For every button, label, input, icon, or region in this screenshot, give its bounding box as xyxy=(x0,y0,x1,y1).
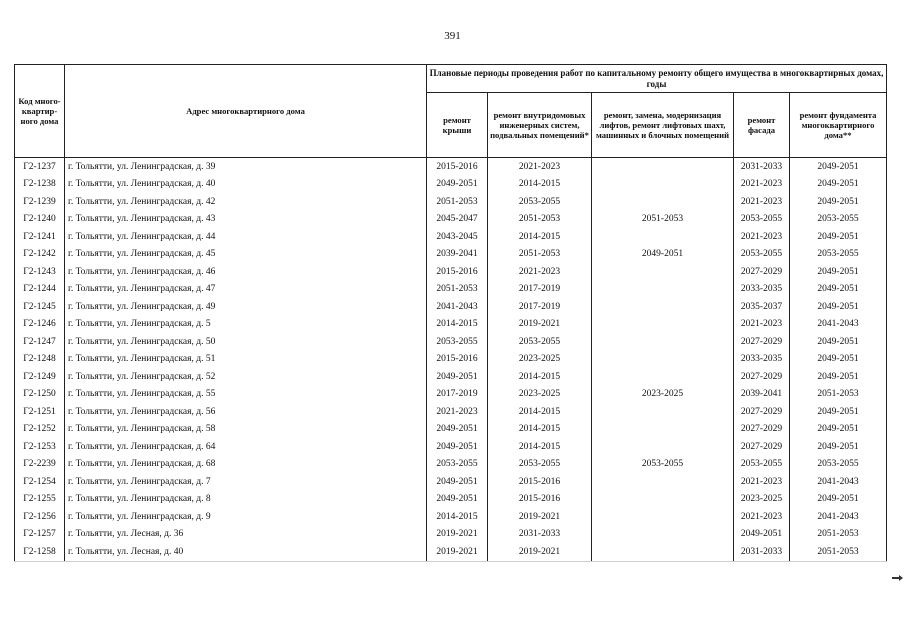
foundation-period-cell: 2051-2053 xyxy=(790,543,887,561)
elevator-period-cell xyxy=(592,263,734,281)
table-row xyxy=(15,491,887,509)
facade-period-cell: 2027-2029 xyxy=(734,421,790,439)
elevator-period-cell xyxy=(592,228,734,246)
facade-period-cell: 2027-2029 xyxy=(734,368,790,386)
code-cell: Г2-1244 xyxy=(15,281,65,299)
systems-period-cell: 2031-2033 xyxy=(488,526,592,544)
facade-period-cell: 2053-2055 xyxy=(734,456,790,474)
code-cell: Г2-1245 xyxy=(15,298,65,316)
roof-period-cell: 2019-2021 xyxy=(427,526,488,544)
facade-period-cell: 2023-2025 xyxy=(734,491,790,509)
address-cell: г. Тольятти, ул. Ленинградская, д. 47 xyxy=(65,281,427,299)
table-row xyxy=(15,526,887,544)
elevator-period-cell xyxy=(592,298,734,316)
address-cell: г. Тольятти, ул. Ленинградская, д. 49 xyxy=(65,298,427,316)
elevator-period-cell xyxy=(592,543,734,561)
code-cell: Г2-1253 xyxy=(15,438,65,456)
foundation-period-cell: 2053-2055 xyxy=(790,456,887,474)
address-cell: г. Тольятти, ул. Ленинградская, д. 45 xyxy=(65,246,427,264)
foundation-period-cell: 2049-2051 xyxy=(790,176,887,194)
roof-column-header: ремонт крыши xyxy=(427,93,488,158)
table-row xyxy=(15,316,887,334)
table-row xyxy=(15,368,887,386)
foundation-period-cell: 2049-2051 xyxy=(790,351,887,369)
elevator-period-cell xyxy=(592,403,734,421)
table-row xyxy=(15,421,887,439)
code-cell: Г2-1246 xyxy=(15,316,65,334)
foundation-period-cell: 2049-2051 xyxy=(790,421,887,439)
facade-period-cell: 2027-2029 xyxy=(734,333,790,351)
code-cell: Г2-2239 xyxy=(15,456,65,474)
table-row xyxy=(15,228,887,246)
code-cell: Г2-1241 xyxy=(15,228,65,246)
systems-period-cell: 2014-2015 xyxy=(488,403,592,421)
address-cell: г. Тольятти, ул. Ленинградская, д. 43 xyxy=(65,211,427,229)
table-row xyxy=(15,176,887,194)
roof-period-cell: 2015-2016 xyxy=(427,263,488,281)
systems-period-cell: 2051-2053 xyxy=(488,246,592,264)
code-cell: Г2-1258 xyxy=(15,543,65,561)
roof-period-cell: 2019-2021 xyxy=(427,543,488,561)
elevator-period-cell xyxy=(592,421,734,439)
address-cell: г. Тольятти, ул. Ленинградская, д. 64 xyxy=(65,438,427,456)
foundation-period-cell: 2049-2051 xyxy=(790,438,887,456)
elevator-period-cell: 2049-2051 xyxy=(592,246,734,264)
table-header xyxy=(15,65,887,158)
foundation-period-cell: 2051-2053 xyxy=(790,386,887,404)
elevator-period-cell: 2053-2055 xyxy=(592,456,734,474)
systems-period-cell: 2051-2053 xyxy=(488,211,592,229)
systems-period-cell: 2023-2025 xyxy=(488,351,592,369)
systems-period-cell: 2017-2019 xyxy=(488,281,592,299)
table-row xyxy=(15,263,887,281)
facade-period-cell: 2021-2023 xyxy=(734,176,790,194)
systems-period-cell: 2019-2021 xyxy=(488,316,592,334)
systems-column-header: ремонт внутридомовых инженерных систем, подвальных помещений* xyxy=(488,93,592,158)
table-row xyxy=(15,351,887,369)
foundation-period-cell: 2041-2043 xyxy=(790,473,887,491)
roof-period-cell: 2045-2047 xyxy=(427,211,488,229)
roof-period-cell: 2051-2053 xyxy=(427,281,488,299)
foundation-period-cell: 2049-2051 xyxy=(790,158,887,176)
roof-period-cell: 2051-2053 xyxy=(427,193,488,211)
table-row xyxy=(15,298,887,316)
address-cell: г. Тольятти, ул. Ленинградская, д. 7 xyxy=(65,473,427,491)
foundation-period-cell: 2049-2051 xyxy=(790,298,887,316)
table-row xyxy=(15,473,887,491)
address-cell: г. Тольятти, ул. Ленинградская, д. 51 xyxy=(65,351,427,369)
elevator-period-cell xyxy=(592,158,734,176)
table-row xyxy=(15,158,887,176)
margin-arrow-mark xyxy=(892,577,901,579)
code-cell: Г2-1249 xyxy=(15,368,65,386)
capital-repair-schedule-table xyxy=(14,64,887,562)
facade-period-cell: 2031-2033 xyxy=(734,543,790,561)
planned-periods-group-header: Плановые периоды проведения работ по капитальному ремонту общего имущества в многоквартирных домах, годы xyxy=(427,65,887,93)
address-cell: г. Тольятти, ул. Ленинградская, д. 50 xyxy=(65,333,427,351)
address-cell: г. Тольятти, ул. Ленинградская, д. 40 xyxy=(65,176,427,194)
address-cell: г. Тольятти, ул. Ленинградская, д. 42 xyxy=(65,193,427,211)
facade-period-cell: 2035-2037 xyxy=(734,298,790,316)
roof-period-cell: 2021-2023 xyxy=(427,403,488,421)
foundation-period-cell: 2049-2051 xyxy=(790,228,887,246)
code-cell: Г2-1243 xyxy=(15,263,65,281)
table-row xyxy=(15,543,887,561)
foundation-column-header: ремонт фундамента многоквартирного дома** xyxy=(790,93,887,158)
address-cell: г. Тольятти, ул. Ленинградская, д. 9 xyxy=(65,508,427,526)
facade-period-cell: 2027-2029 xyxy=(734,263,790,281)
roof-period-cell: 2014-2015 xyxy=(427,508,488,526)
elevator-period-cell xyxy=(592,438,734,456)
systems-period-cell: 2014-2015 xyxy=(488,368,592,386)
roof-period-cell: 2014-2015 xyxy=(427,316,488,334)
address-cell: г. Тольятти, ул. Ленинградская, д. 52 xyxy=(65,368,427,386)
systems-period-cell: 2053-2055 xyxy=(488,193,592,211)
foundation-period-cell: 2041-2043 xyxy=(790,508,887,526)
facade-period-cell: 2027-2029 xyxy=(734,403,790,421)
address-column-header: Адрес многоквартирного дома xyxy=(65,65,427,158)
roof-period-cell: 2041-2043 xyxy=(427,298,488,316)
code-cell: Г2-1240 xyxy=(15,211,65,229)
foundation-period-cell: 2049-2051 xyxy=(790,193,887,211)
address-cell: г. Тольятти, ул. Ленинградская, д. 44 xyxy=(65,228,427,246)
systems-period-cell: 2019-2021 xyxy=(488,508,592,526)
systems-period-cell: 2053-2055 xyxy=(488,333,592,351)
elevator-period-cell: 2023-2025 xyxy=(592,386,734,404)
systems-period-cell: 2014-2015 xyxy=(488,176,592,194)
elevator-period-cell xyxy=(592,193,734,211)
elevator-period-cell xyxy=(592,368,734,386)
code-cell: Г2-1248 xyxy=(15,351,65,369)
address-cell: г. Тольятти, ул. Ленинградская, д. 8 xyxy=(65,491,427,509)
table-row xyxy=(15,508,887,526)
roof-period-cell: 2043-2045 xyxy=(427,228,488,246)
elevator-period-cell xyxy=(592,281,734,299)
address-cell: г. Тольятти, ул. Ленинградская, д. 56 xyxy=(65,403,427,421)
facade-period-cell: 2053-2055 xyxy=(734,211,790,229)
table-row xyxy=(15,438,887,456)
foundation-period-cell: 2053-2055 xyxy=(790,246,887,264)
elevator-period-cell xyxy=(592,333,734,351)
foundation-period-cell: 2049-2051 xyxy=(790,368,887,386)
systems-period-cell: 2019-2021 xyxy=(488,543,592,561)
foundation-period-cell: 2053-2055 xyxy=(790,211,887,229)
roof-period-cell: 2015-2016 xyxy=(427,158,488,176)
code-cell: Г2-1247 xyxy=(15,333,65,351)
table-row xyxy=(15,193,887,211)
systems-period-cell: 2014-2015 xyxy=(488,421,592,439)
systems-period-cell: 2014-2015 xyxy=(488,438,592,456)
foundation-period-cell: 2049-2051 xyxy=(790,403,887,421)
facade-period-cell: 2021-2023 xyxy=(734,228,790,246)
table-body xyxy=(15,158,887,562)
roof-period-cell: 2053-2055 xyxy=(427,456,488,474)
facade-column-header: ремонт фасада xyxy=(734,93,790,158)
table-row xyxy=(15,281,887,299)
table-row xyxy=(15,211,887,229)
address-cell: г. Тольятти, ул. Ленинградская, д. 39 xyxy=(65,158,427,176)
systems-period-cell: 2015-2016 xyxy=(488,491,592,509)
facade-period-cell: 2027-2029 xyxy=(734,438,790,456)
code-cell: Г2-1257 xyxy=(15,526,65,544)
systems-period-cell: 2021-2023 xyxy=(488,263,592,281)
foundation-period-cell: 2049-2051 xyxy=(790,263,887,281)
roof-period-cell: 2017-2019 xyxy=(427,386,488,404)
systems-period-cell: 2015-2016 xyxy=(488,473,592,491)
facade-period-cell: 2021-2023 xyxy=(734,508,790,526)
systems-period-cell: 2014-2015 xyxy=(488,228,592,246)
page-number: 391 xyxy=(444,30,461,42)
table-row xyxy=(15,403,887,421)
address-cell: г. Тольятти, ул. Ленинградская, д. 55 xyxy=(65,386,427,404)
foundation-period-cell: 2049-2051 xyxy=(790,281,887,299)
elevator-period-cell: 2051-2053 xyxy=(592,211,734,229)
facade-period-cell: 2031-2033 xyxy=(734,158,790,176)
code-cell: Г2-1255 xyxy=(15,491,65,509)
elevator-period-cell xyxy=(592,351,734,369)
facade-period-cell: 2039-2041 xyxy=(734,386,790,404)
code-cell: Г2-1238 xyxy=(15,176,65,194)
code-cell: Г2-1242 xyxy=(15,246,65,264)
roof-period-cell: 2049-2051 xyxy=(427,473,488,491)
table-row xyxy=(15,456,887,474)
facade-period-cell: 2049-2051 xyxy=(734,526,790,544)
elevator-period-cell xyxy=(592,526,734,544)
foundation-period-cell: 2051-2053 xyxy=(790,526,887,544)
elevator-period-cell xyxy=(592,176,734,194)
elevator-period-cell xyxy=(592,491,734,509)
table-row xyxy=(15,386,887,404)
roof-period-cell: 2015-2016 xyxy=(427,351,488,369)
address-cell: г. Тольятти, ул. Ленинградская, д. 68 xyxy=(65,456,427,474)
code-cell: Г2-1256 xyxy=(15,508,65,526)
elevator-period-cell xyxy=(592,316,734,334)
address-cell: г. Тольятти, ул. Лесная, д. 36 xyxy=(65,526,427,544)
code-cell: Г2-1239 xyxy=(15,193,65,211)
code-cell: Г2-1250 xyxy=(15,386,65,404)
facade-period-cell: 2021-2023 xyxy=(734,193,790,211)
systems-period-cell: 2017-2019 xyxy=(488,298,592,316)
facade-period-cell: 2021-2023 xyxy=(734,316,790,334)
address-cell: г. Тольятти, ул. Ленинградская, д. 58 xyxy=(65,421,427,439)
code-cell: Г2-1254 xyxy=(15,473,65,491)
elevator-period-cell xyxy=(592,508,734,526)
roof-period-cell: 2053-2055 xyxy=(427,333,488,351)
elevator-column-header: ремонт, замена, модернизация лифтов, ремонт лифтовых шахт, машинных и блочных помещений xyxy=(592,93,734,158)
roof-period-cell: 2049-2051 xyxy=(427,368,488,386)
roof-period-cell: 2039-2041 xyxy=(427,246,488,264)
foundation-period-cell: 2049-2051 xyxy=(790,491,887,509)
code-cell: Г2-1251 xyxy=(15,403,65,421)
roof-period-cell: 2049-2051 xyxy=(427,421,488,439)
address-cell: г. Тольятти, ул. Ленинградская, д. 5 xyxy=(65,316,427,334)
roof-period-cell: 2049-2051 xyxy=(427,438,488,456)
code-cell: Г2-1237 xyxy=(15,158,65,176)
roof-period-cell: 2049-2051 xyxy=(427,491,488,509)
systems-period-cell: 2023-2025 xyxy=(488,386,592,404)
table-row xyxy=(15,246,887,264)
facade-period-cell: 2053-2055 xyxy=(734,246,790,264)
facade-period-cell: 2021-2023 xyxy=(734,473,790,491)
systems-period-cell: 2021-2023 xyxy=(488,158,592,176)
systems-period-cell: 2053-2055 xyxy=(488,456,592,474)
facade-period-cell: 2033-2035 xyxy=(734,351,790,369)
code-cell: Г2-1252 xyxy=(15,421,65,439)
table-row xyxy=(15,333,887,351)
foundation-period-cell: 2049-2051 xyxy=(790,333,887,351)
foundation-period-cell: 2041-2043 xyxy=(790,316,887,334)
facade-period-cell: 2033-2035 xyxy=(734,281,790,299)
code-column-header: Код много-квартир-ного дома xyxy=(15,65,65,158)
address-cell: г. Тольятти, ул. Ленинградская, д. 46 xyxy=(65,263,427,281)
elevator-period-cell xyxy=(592,473,734,491)
address-cell: г. Тольятти, ул. Лесная, д. 40 xyxy=(65,543,427,561)
roof-period-cell: 2049-2051 xyxy=(427,176,488,194)
